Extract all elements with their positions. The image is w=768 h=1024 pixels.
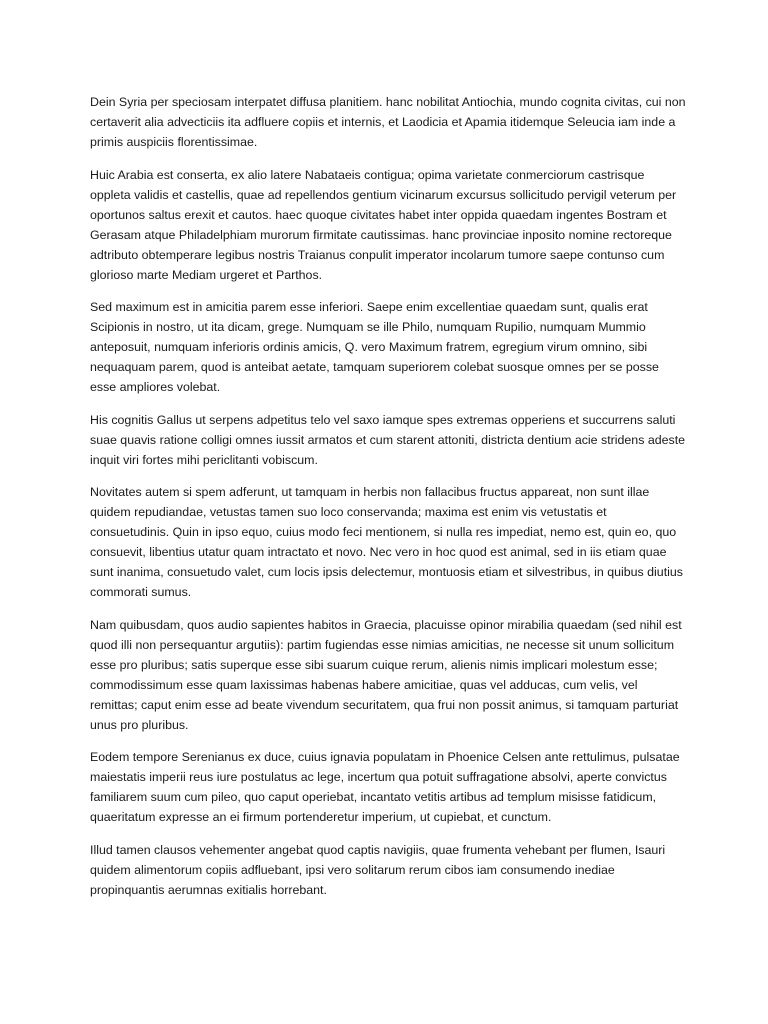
paragraph-3: Sed maximum est in amicitia parem esse inferiori. Saepe enim excellentiae quaedam sunt, qualis erat Scipionis in nostro, ut ita dicam, grege. Numquam se ille Philo, numquam Rupilio, numquam Mummio anteposuit, numquam inferioris ordinis amicis, Q. vero Maximum fratrem, egregium virum omnino, sibi nequaquam parem, quod is anteibat aetate, tamquam superiorem colebat suosque omnes per se posse esse ampliores volebat. [90,300,659,394]
paragraph-6: Nam quibusdam, quos audio sapientes habitos in Graecia, placuisse opinor mirabilia quaedam (sed nihil est quod illi non persequantur argutiis): partim fugiendas esse nimias amicitias, ne necesse sit unum sollicitum esse pro pluribus; satis superque esse sibi suarum cuique rerum, alienis nimis implicari molestum esse; commodissimum esse quam laxissimas habenas habere amicitiae, quas vel adducas, cum velis, vel remittas; caput enim esse ad beate vivendum securitatem, qua frui non possit animus, si tamquam parturiat unus pro pluribus. [90,617,682,732]
paragraph-2: Huic Arabia est conserta, ex alio latere Nabataeis contigua; opima varietate conmerciorum castrisque oppleta validis et castellis, quae ad repellendos gentium vicinarum excursus sollicitudo pervigil veterum per oportunos saltus erexit et cautos. haec quoque civitates habet inter oppida quaedam ingentes Bostram et Gerasam atque Philadelphiam murorum firmitate cautissimas. hanc provinciae inposito nomine rectoreque adtributo obtemperare legibus nostris Traianus conpulit imperator incolarum tumore saepe contunso cum glorioso marte Mediam urgeret et Parthos. [90,167,677,282]
paragraph-5: Novitates autem si spem adferunt, ut tamquam in herbis non fallacibus fructus appareat, non sunt illae quidem repudiandae, vetustas tamen suo loco conservanda; maxima est enim vis vetustatis et consuetudinis. Quin in ipso equo, cuius modo feci mentionem, si nulla res impediat, nemo est, quin eo, quo consuevit, libentius utatur quam intractato et novo. Nec vero in hoc quod est animal, sed in iis etiam quae sunt inanima, consuetudo valet, cum locis ipsis delectemur, montuosis etiam et silvestribus, in quibus diutius commorati sumus. [90,485,683,599]
document-page [90,92,686,912]
paragraph-1: Dein Syria per speciosam interpatet diffusa planitiem. hanc nobilitat Antiochia, mundo cognita civitas, cui non certaverit alia advecticiis ita adfluere copiis et internis, et Laodicia et Apamia itidemque Seleucia iam inde a primis auspiciis florentissimae. [90,95,686,149]
paragraph-7: Eodem tempore Serenianus ex duce, cuius ignavia populatam in Phoenice Celsen ante rettulimus, pulsatae maiestatis imperii reus iure postulatus ac lege, incertum qua potuit suffragatione absolvi, aperte convictus familiarem suum cum pileo, quo caput operiebat, incantato vetitis artibus ad templum misisse fatidicum, quaeritatum expresse an ei firmum portenderetur imperium, ut cupiebat, et cunctum. [90,750,680,824]
paragraph-8: Illud tamen clausos vehementer angebat quod captis navigiis, quae frumenta vehebant per flumen, Isauri quidem alimentorum copiis adfluebant, ipsi vero solitarum rerum cibos iam consumendo inediae propinquantis aerumnas exitialis horrebant. [90,842,666,897]
paragraph-4: His cognitis Gallus ut serpens adpetitus telo vel saxo iamque spes extremas opperiens et succurrens saluti suae quavis ratione colligi omnes iussit armatos et cum starent attoniti, districta dentium acie stridens adeste inquit viri fortes mihi periclitanti vobiscum. [90,412,686,467]
